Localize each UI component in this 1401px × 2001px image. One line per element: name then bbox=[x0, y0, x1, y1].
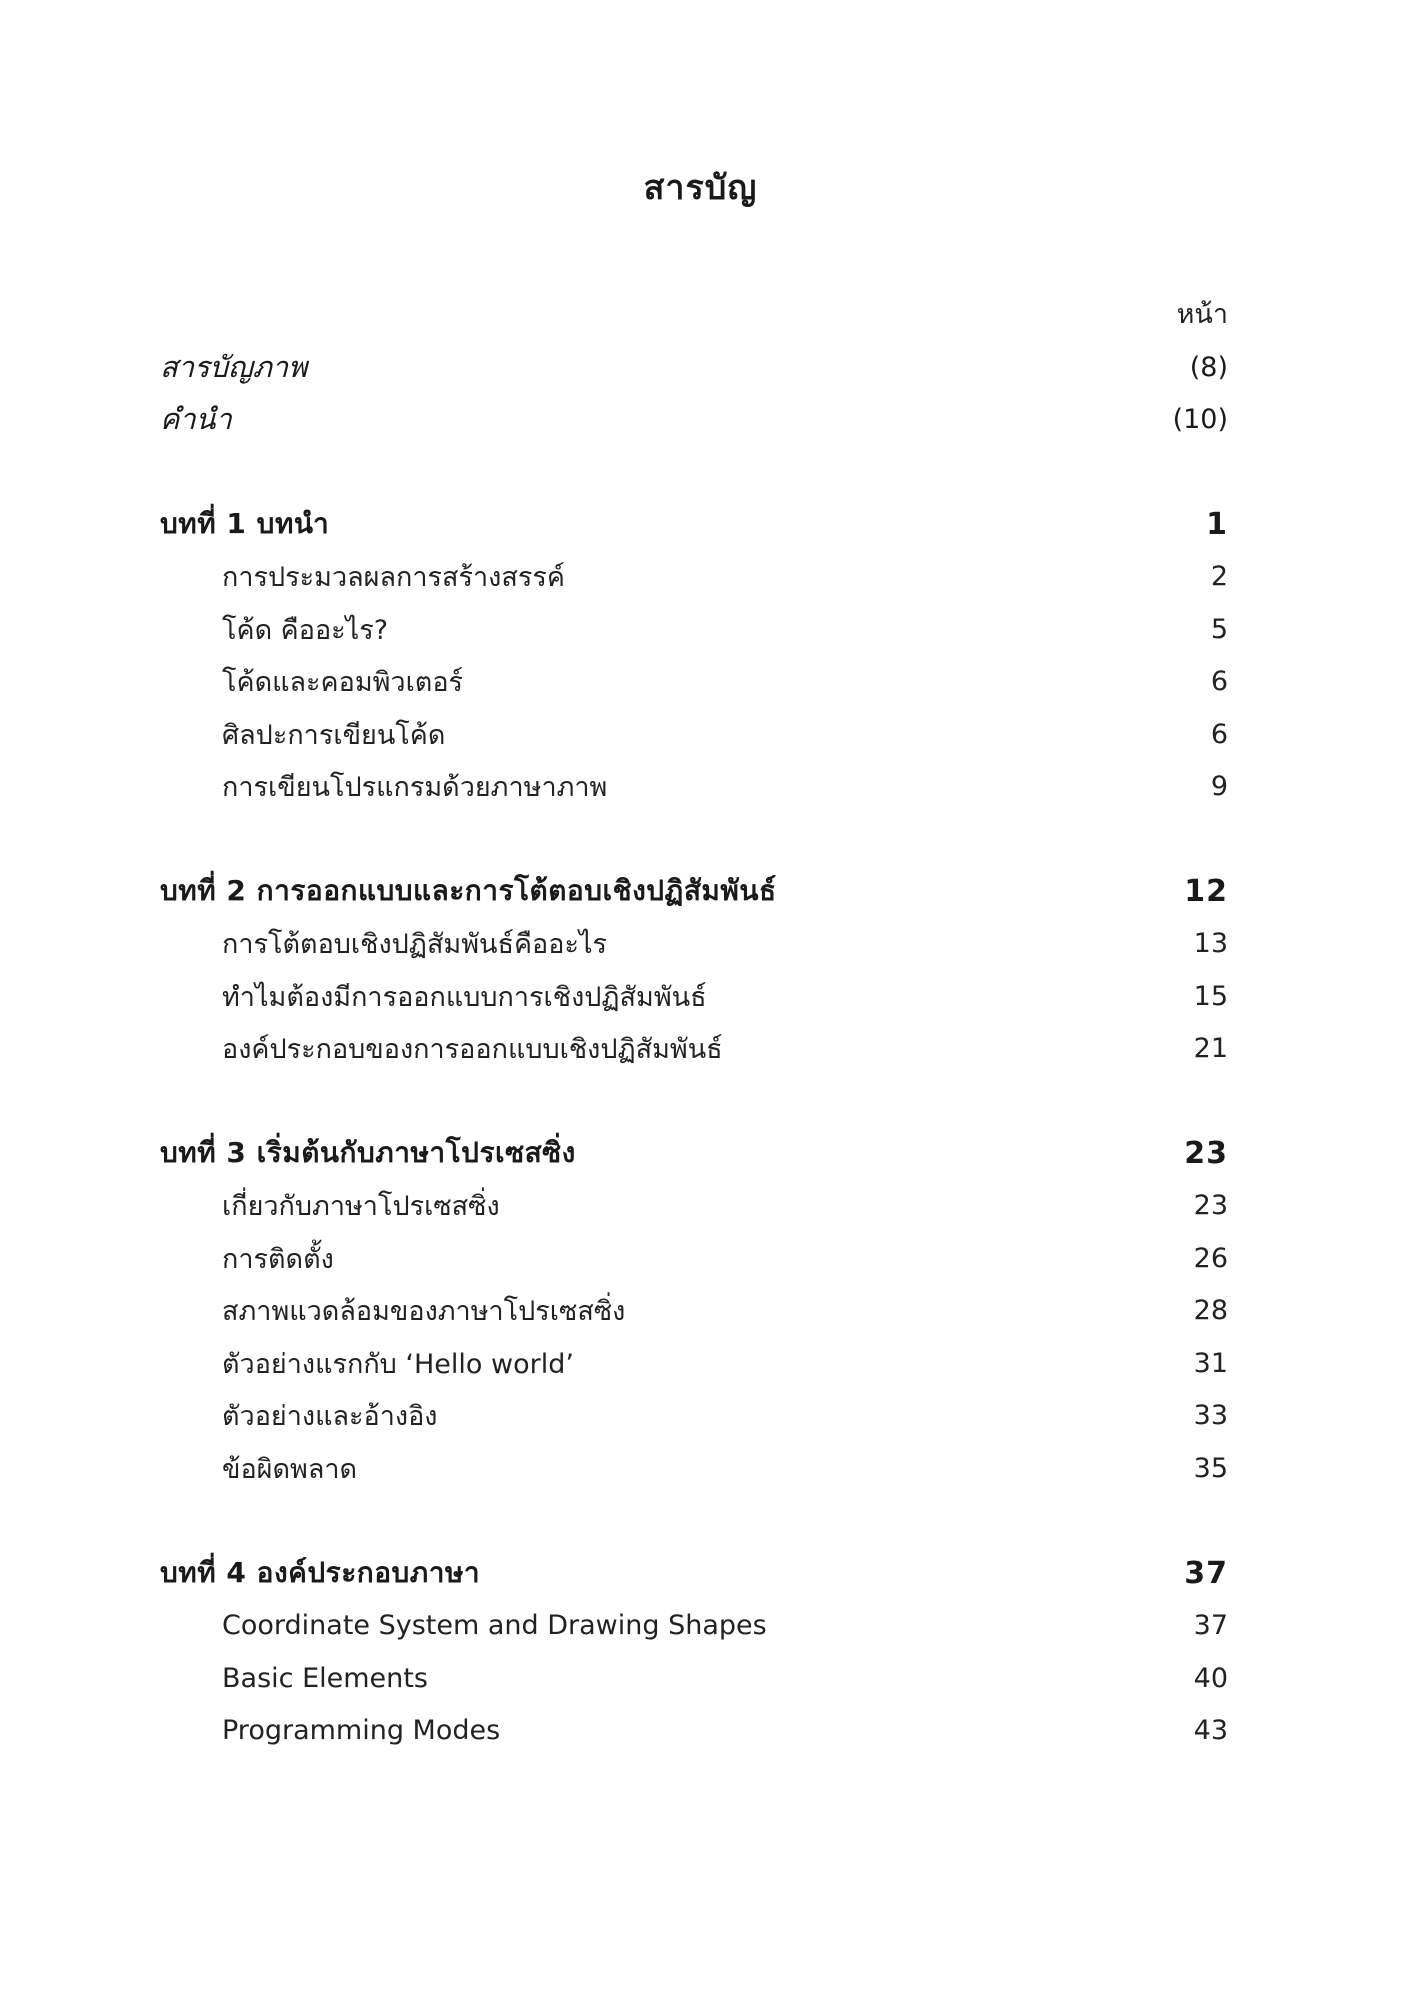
page-column-label: หน้า bbox=[1176, 299, 1228, 330]
toc-entry-page: 33 bbox=[1193, 1399, 1228, 1431]
toc-entry[interactable] bbox=[222, 920, 1228, 966]
toc-entry-page: 35 bbox=[1193, 1452, 1228, 1484]
toc-entry-label: ข้อผิดพลาด bbox=[222, 1453, 358, 1485]
toc-entry-label: คำนำ bbox=[160, 402, 232, 436]
toc-entry-label: ศิลปะการเขียนโค้ด bbox=[222, 719, 446, 751]
chapter-title: บทที่ 4 องค์ประกอบภาษา bbox=[160, 1556, 481, 1589]
toc-entry[interactable] bbox=[222, 1707, 1228, 1753]
toc-entry[interactable] bbox=[222, 1182, 1228, 1228]
chapter-page: 1 bbox=[1206, 506, 1228, 542]
toc-entry-label: สภาพแวดล้อมของภาษาโปรเซสซิ่ง bbox=[222, 1295, 626, 1327]
toc-entry-page: 40 bbox=[1193, 1662, 1228, 1694]
toc-entry-label: การโต้ตอบเชิงปฏิสัมพันธ์คืออะไร bbox=[222, 928, 608, 960]
toc-entry-front[interactable] bbox=[160, 396, 1228, 442]
toc-chapter-4[interactable] bbox=[160, 1550, 1228, 1596]
toc-title: สารบัญ bbox=[643, 168, 758, 208]
toc-entry[interactable] bbox=[222, 1340, 1228, 1386]
toc-entry-label: เกี่ยวกับภาษาโปรเซสซิ่ง bbox=[222, 1190, 500, 1222]
toc-entry[interactable] bbox=[222, 1602, 1228, 1648]
toc-entry-page: (10) bbox=[1172, 403, 1228, 435]
toc-entry-label: Basic Elements bbox=[222, 1662, 428, 1694]
toc-entry-page: 28 bbox=[1193, 1294, 1228, 1326]
toc-entry[interactable] bbox=[222, 973, 1228, 1019]
toc-entry-page: 9 bbox=[1210, 770, 1228, 802]
toc-entry-label: องค์ประกอบของการออกแบบเชิงปฏิสัมพันธ์ bbox=[222, 1033, 723, 1065]
toc-entry-page: 2 bbox=[1210, 560, 1228, 592]
toc-entry-label: สารบัญภาพ bbox=[160, 350, 308, 384]
toc-entry-label: การเขียนโปรแกรมด้วยภาษาภาพ bbox=[222, 771, 608, 803]
toc-entry-page: 6 bbox=[1210, 665, 1228, 697]
toc-entry-label: การประมวลผลการสร้างสรรค์ bbox=[222, 561, 565, 593]
toc-entry-page: 6 bbox=[1210, 718, 1228, 750]
toc-entry-front[interactable] bbox=[160, 344, 1228, 390]
toc-entry-page: 23 bbox=[1193, 1189, 1228, 1221]
toc-entry-page: 43 bbox=[1193, 1714, 1228, 1746]
toc-entry[interactable] bbox=[222, 1235, 1228, 1281]
toc-chapter-3[interactable] bbox=[160, 1130, 1228, 1176]
toc-entry-label: Programming Modes bbox=[222, 1714, 501, 1746]
toc-entry[interactable] bbox=[222, 658, 1228, 704]
toc-entry-label: Coordinate System and Drawing Shapes bbox=[222, 1609, 767, 1641]
toc-chapter-2[interactable] bbox=[160, 868, 1228, 914]
toc-entry-page: 37 bbox=[1193, 1609, 1228, 1641]
toc-entry-label: ทำไมต้องมีการออกแบบการเชิงปฏิสัมพันธ์ bbox=[222, 981, 707, 1013]
toc-entry[interactable] bbox=[222, 1445, 1228, 1491]
toc-chapter-1[interactable] bbox=[160, 501, 1228, 547]
toc-entry-page: 26 bbox=[1193, 1242, 1228, 1274]
chapter-title: บทที่ 2 การออกแบบและการโต้ตอบเชิงปฏิสัมพันธ์ bbox=[160, 874, 777, 907]
toc-entry-label: โค้ด คืออะไร? bbox=[222, 614, 389, 646]
chapter-title: บทที่ 1 บทนำ bbox=[160, 507, 330, 540]
chapter-page: 23 bbox=[1184, 1135, 1228, 1171]
toc-entry[interactable] bbox=[222, 606, 1228, 652]
toc-entry-page: 5 bbox=[1210, 613, 1228, 645]
toc-entry-page: 21 bbox=[1193, 1032, 1228, 1064]
toc-entry-label: การติดตั้ง bbox=[222, 1243, 334, 1275]
toc-entry[interactable] bbox=[222, 711, 1228, 757]
toc-entry-label: ตัวอย่างและอ้างอิง bbox=[222, 1400, 438, 1432]
toc-entry-page: (8) bbox=[1189, 351, 1228, 383]
toc-entry[interactable] bbox=[222, 1287, 1228, 1333]
toc-entry-label: ตัวอย่างแรกกับ ‘Hello world’ bbox=[222, 1348, 574, 1380]
chapter-page: 12 bbox=[1184, 873, 1228, 909]
chapter-title: บทที่ 3 เริ่มต้นกับภาษาโปรเซสซิ่ง bbox=[160, 1136, 576, 1169]
toc-entry-page: 13 bbox=[1193, 927, 1228, 959]
toc-entry[interactable] bbox=[222, 1025, 1228, 1071]
toc-entry[interactable] bbox=[222, 1655, 1228, 1701]
toc-entry-label: โค้ดและคอมพิวเตอร์ bbox=[222, 666, 464, 698]
toc-entry[interactable] bbox=[222, 553, 1228, 599]
toc-entry[interactable] bbox=[222, 763, 1228, 809]
toc-entry[interactable] bbox=[222, 1392, 1228, 1438]
toc-entry-page: 31 bbox=[1193, 1347, 1228, 1379]
chapter-page: 37 bbox=[1184, 1555, 1228, 1591]
toc-entry-page: 15 bbox=[1193, 980, 1228, 1012]
